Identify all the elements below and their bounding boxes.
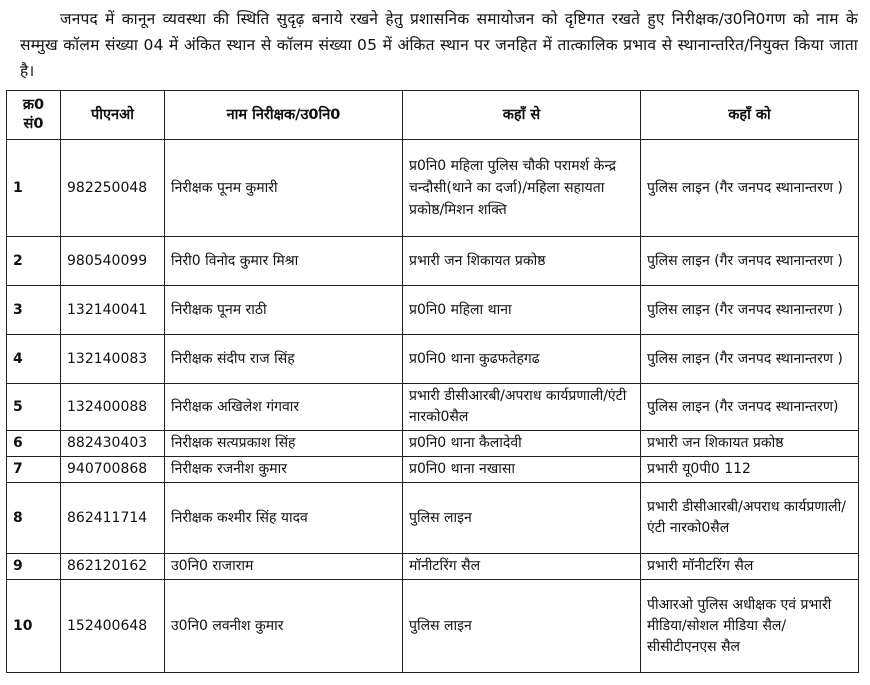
table-row <box>7 335 859 384</box>
cell-from: पुलिस लाइन <box>403 580 641 673</box>
cell-from: प्रभारी डीसीआरबी/अपराध कार्यप्रणाली/एंटी नारको0सैल <box>403 384 641 431</box>
table-row <box>7 384 859 431</box>
table-row <box>7 286 859 335</box>
cell-name: निरीक्षक पूनम राठी <box>165 286 403 335</box>
cell-to: प्रभारी डीसीआरबी/अपराध कार्यप्रणाली/एंटी नारको0सैल <box>641 483 859 554</box>
cell-pno: 940700868 <box>61 457 165 483</box>
cell-name: निरीक्षक अखिलेश गंगवार <box>165 384 403 431</box>
cell-to: प्रभारी मॉनीटरिंग सैल <box>641 554 859 580</box>
table-row <box>7 237 859 286</box>
cell-serial-number: 1 <box>7 140 61 237</box>
table-row <box>7 140 859 237</box>
cell-name: निरीक्षक संदीप राज सिंह <box>165 335 403 384</box>
cell-name: उ0नि0 राजाराम <box>165 554 403 580</box>
cell-from: प्र0नि0 थाना कैलादेवी <box>403 431 641 457</box>
cell-from: प्र0नि0 थाना नखासा <box>403 457 641 483</box>
cell-serial-number: 5 <box>7 384 61 431</box>
table-row <box>7 554 859 580</box>
header-from: कहाँ से <box>403 91 641 140</box>
cell-pno: 982250048 <box>61 140 165 237</box>
cell-to: पुलिस लाइन (गैर जनपद स्थानान्तरण ) <box>641 335 859 384</box>
cell-to: पीआरओ पुलिस अधीक्षक एवं प्रभारी मीडिया/सोशल मीडिया सैल/सीसीटीएनएस सैल <box>641 580 859 673</box>
cell-pno: 132140083 <box>61 335 165 384</box>
cell-pno: 152400648 <box>61 580 165 673</box>
cell-serial-number: 8 <box>7 483 61 554</box>
table-row <box>7 431 859 457</box>
cell-to: पुलिस लाइन (गैर जनपद स्थानान्तरण ) <box>641 140 859 237</box>
cell-pno: 132400088 <box>61 384 165 431</box>
cell-name: निरीक्षक सत्यप्रकाश सिंह <box>165 431 403 457</box>
cell-name: उ0नि0 लवनीश कुमार <box>165 580 403 673</box>
cell-pno: 132140041 <box>61 286 165 335</box>
cell-serial-number: 4 <box>7 335 61 384</box>
cell-pno: 862411714 <box>61 483 165 554</box>
cell-from: पुलिस लाइन <box>403 483 641 554</box>
cell-from: प्र0नि0 महिला थाना <box>403 286 641 335</box>
cell-name: निरीक्षक पूनम कुमारी <box>165 140 403 237</box>
header-serial-number: क्र0 सं0 <box>7 91 61 140</box>
cell-name: निरी0 विनोद कुमार मिश्रा <box>165 237 403 286</box>
cell-pno: 882430403 <box>61 431 165 457</box>
header-name: नाम निरीक्षक/उ0नि0 <box>165 91 403 140</box>
cell-from: मॉनीटरिंग सैल <box>403 554 641 580</box>
table-header-row <box>7 91 859 140</box>
cell-to: पुलिस लाइन (गैर जनपद स्थानान्तरण ) <box>641 237 859 286</box>
cell-from: प्र0नि0 महिला पुलिस चौकी परामर्श केन्द्र चन्दौसी(थाने का दर्जा)/महिला सहायता प्रकोष्ठ/मिशन शक्ति <box>403 140 641 237</box>
table-row <box>7 457 859 483</box>
cell-serial-number: 10 <box>7 580 61 673</box>
cell-from: प्रभारी जन शिकायत प्रकोष्ठ <box>403 237 641 286</box>
cell-to: पुलिस लाइन (गैर जनपद स्थानान्तरण) <box>641 384 859 431</box>
cell-serial-number: 9 <box>7 554 61 580</box>
header-to: कहाँ को <box>641 91 859 140</box>
cell-serial-number: 3 <box>7 286 61 335</box>
cell-pno: 980540099 <box>61 237 165 286</box>
cell-serial-number: 7 <box>7 457 61 483</box>
transfer-table <box>6 90 859 673</box>
header-pno: पीएनओ <box>61 91 165 140</box>
cell-to: पुलिस लाइन (गैर जनपद स्थानान्तरण ) <box>641 286 859 335</box>
table-row <box>7 580 859 673</box>
table-row <box>7 483 859 554</box>
cell-from: प्र0नि0 थाना कुढफतेहगढ <box>403 335 641 384</box>
cell-to: प्रभारी यू0पी0 112 <box>641 457 859 483</box>
cell-name: निरीक्षक कश्मीर सिंह यादव <box>165 483 403 554</box>
cell-serial-number: 2 <box>7 237 61 286</box>
cell-to: प्रभारी जन शिकायत प्रकोष्ठ <box>641 431 859 457</box>
cell-serial-number: 6 <box>7 431 61 457</box>
intro-paragraph: जनपद में कानून व्यवस्था की स्थिति सुदृढ़ बनाये रखने हेतु प्रशासनिक समायोजन को दृष्टिगत रखते हुए निरीक्षक/उ0नि0गण को नाम के सम्मुख कॉलम संख्या 04 में अंकित स्थान से कॉलम संख्या 05 में अंकित स्थान पर जनहित में तात्कालिक प्रभाव से स्थानान्तरित/नियुक्त किया जाता है। <box>20 10 858 80</box>
cell-pno: 862120162 <box>61 554 165 580</box>
cell-name: निरीक्षक रजनीश कुमार <box>165 457 403 483</box>
